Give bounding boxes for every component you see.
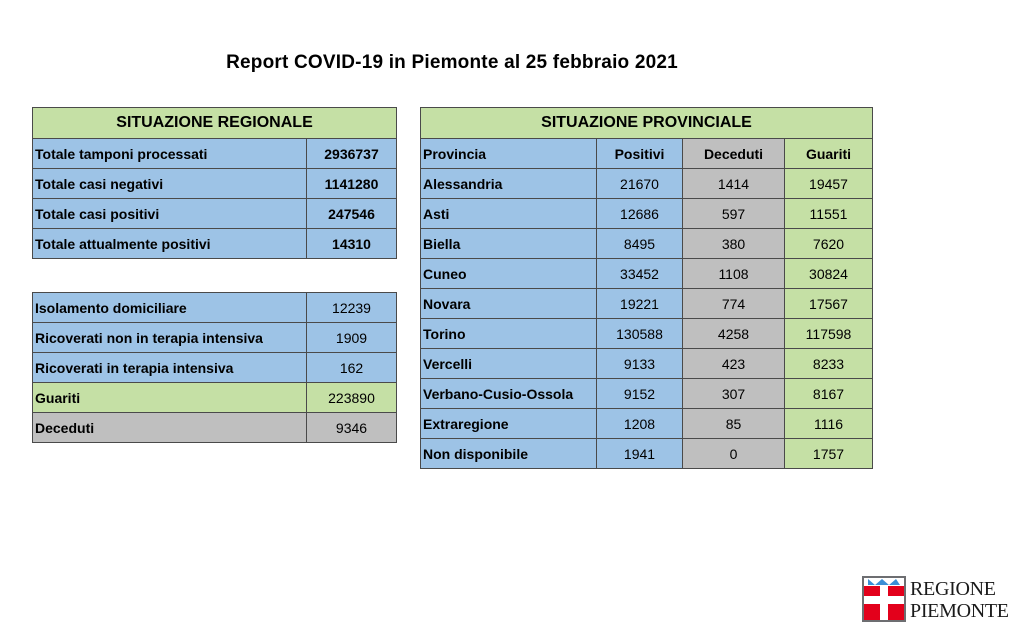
guariti-cell: 8233 <box>785 349 873 379</box>
table-row <box>33 199 397 229</box>
breakdown-row-label: Isolamento domiciliare <box>33 293 307 323</box>
regional-row-label: Totale casi negativi <box>33 169 307 199</box>
column-header-row <box>421 139 873 169</box>
regional-breakdown-table <box>32 292 397 443</box>
guariti-cell: 30824 <box>785 259 873 289</box>
table-row <box>33 323 397 353</box>
deceduti-cell: 423 <box>683 349 785 379</box>
deceduti-cell: 4258 <box>683 319 785 349</box>
provincia-cell: Cuneo <box>421 259 597 289</box>
logo-text-line1: REGIONE <box>910 578 996 600</box>
logo-text-line2: PIEMONTE <box>910 600 1009 622</box>
deceduti-cell: 0 <box>683 439 785 469</box>
deceduti-cell: 774 <box>683 289 785 319</box>
regional-row-value: 14310 <box>307 229 397 259</box>
guariti-cell: 17567 <box>785 289 873 319</box>
table-row <box>33 169 397 199</box>
breakdown-row-value: 12239 <box>307 293 397 323</box>
provincial-situation-table <box>420 107 873 469</box>
deceduti-cell: 307 <box>683 379 785 409</box>
table-row <box>421 379 873 409</box>
regional-row-value: 247546 <box>307 199 397 229</box>
table-row <box>421 289 873 319</box>
column-header-guariti: Guariti <box>785 139 873 169</box>
positivi-cell: 1208 <box>597 409 683 439</box>
breakdown-row-value: 9346 <box>307 413 397 443</box>
positivi-cell: 9133 <box>597 349 683 379</box>
breakdown-row-value: 223890 <box>307 383 397 413</box>
positivi-cell: 19221 <box>597 289 683 319</box>
table-row <box>421 199 873 229</box>
provincia-cell: Novara <box>421 289 597 319</box>
provincia-cell: Torino <box>421 319 597 349</box>
table-row <box>421 319 873 349</box>
provincial-header: SITUAZIONE PROVINCIALE <box>421 108 873 139</box>
deceduti-cell: 1414 <box>683 169 785 199</box>
table-row <box>33 353 397 383</box>
column-header-positivi: Positivi <box>597 139 683 169</box>
provincia-cell: Vercelli <box>421 349 597 379</box>
breakdown-row-label: Ricoverati in terapia intensiva <box>33 353 307 383</box>
provincia-cell: Non disponibile <box>421 439 597 469</box>
guariti-cell: 7620 <box>785 229 873 259</box>
positivi-cell: 9152 <box>597 379 683 409</box>
guariti-cell: 1116 <box>785 409 873 439</box>
breakdown-row-label: Guariti <box>33 383 307 413</box>
breakdown-row-label: Deceduti <box>33 413 307 443</box>
deceduti-cell: 1108 <box>683 259 785 289</box>
regione-piemonte-emblem-icon <box>862 576 906 622</box>
column-header-deceduti: Deceduti <box>683 139 785 169</box>
provincia-cell: Verbano-Cusio-Ossola <box>421 379 597 409</box>
table-row <box>421 439 873 469</box>
column-header-provincia: Provincia <box>421 139 597 169</box>
regional-row-label: Totale casi positivi <box>33 199 307 229</box>
guariti-cell: 117598 <box>785 319 873 349</box>
deceduti-cell: 85 <box>683 409 785 439</box>
regione-piemonte-logo <box>862 576 1022 624</box>
positivi-cell: 1941 <box>597 439 683 469</box>
table-row <box>421 349 873 379</box>
guariti-cell: 11551 <box>785 199 873 229</box>
provincial-header-row <box>421 108 873 139</box>
breakdown-row-value: 1909 <box>307 323 397 353</box>
provincia-cell: Biella <box>421 229 597 259</box>
positivi-cell: 21670 <box>597 169 683 199</box>
page-title: Report COVID-19 in Piemonte al 25 febbraio 2021 <box>226 52 678 73</box>
provincia-cell: Alessandria <box>421 169 597 199</box>
positivi-cell: 33452 <box>597 259 683 289</box>
deceduti-cell: 597 <box>683 199 785 229</box>
breakdown-row-value: 162 <box>307 353 397 383</box>
provincia-cell: Extraregione <box>421 409 597 439</box>
regional-header: SITUAZIONE REGIONALE <box>33 108 397 139</box>
regional-row-label: Totale attualmente positivi <box>33 229 307 259</box>
regional-row-value: 1141280 <box>307 169 397 199</box>
guariti-cell: 19457 <box>785 169 873 199</box>
regional-row-value: 2936737 <box>307 139 397 169</box>
regional-header-row <box>33 108 397 139</box>
positivi-cell: 130588 <box>597 319 683 349</box>
positivi-cell: 12686 <box>597 199 683 229</box>
positivi-cell: 8495 <box>597 229 683 259</box>
regional-row-label: Totale tamponi processati <box>33 139 307 169</box>
table-row <box>33 139 397 169</box>
table-row <box>421 259 873 289</box>
provincia-cell: Asti <box>421 199 597 229</box>
table-row <box>33 413 397 443</box>
guariti-cell: 1757 <box>785 439 873 469</box>
table-row <box>33 383 397 413</box>
table-row <box>421 409 873 439</box>
regional-situation-table <box>32 107 397 259</box>
deceduti-cell: 380 <box>683 229 785 259</box>
table-row <box>421 229 873 259</box>
table-row <box>33 293 397 323</box>
breakdown-row-label: Ricoverati non in terapia intensiva <box>33 323 307 353</box>
table-row <box>421 169 873 199</box>
table-row <box>33 229 397 259</box>
guariti-cell: 8167 <box>785 379 873 409</box>
